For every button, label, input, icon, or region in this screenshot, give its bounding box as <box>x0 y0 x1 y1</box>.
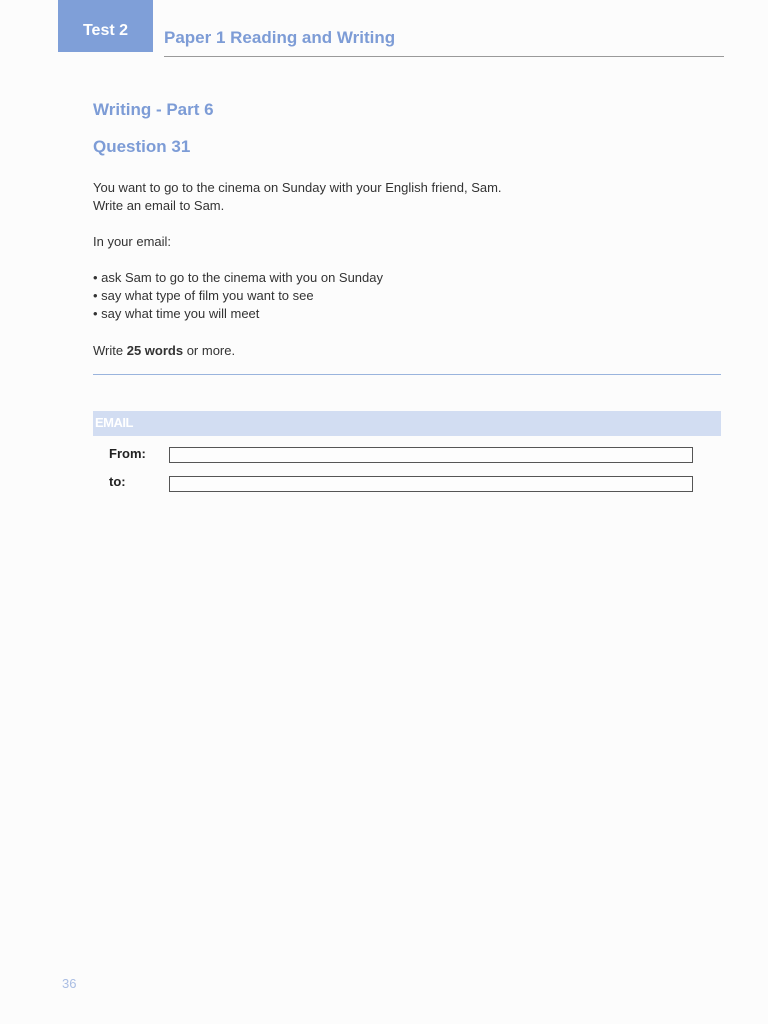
word-count-prefix: Write <box>93 343 127 358</box>
section-title: Writing - Part 6 <box>93 100 214 119</box>
task-intro-line-1: You want to go to the cinema on Sunday with your English friend, Sam. <box>93 180 502 195</box>
page-number: 36 <box>62 976 77 991</box>
section-divider <box>93 374 721 375</box>
email-header-bar <box>93 411 721 436</box>
task-bullet-list <box>93 269 383 323</box>
test-tab <box>58 0 153 52</box>
question-title: Question 31 <box>93 137 191 156</box>
email-bar-label: EMAIL <box>95 415 133 430</box>
to-field[interactable] <box>169 476 693 492</box>
task-bullet-item: • say what type of film you want to see <box>93 287 383 305</box>
test-tab-label: Test 2 <box>82 22 129 39</box>
paper-title: Paper 1 Reading and Writing <box>164 28 396 47</box>
task-bullet-item: • ask Sam to go to the cinema with you on Sunday <box>93 269 383 287</box>
header-divider <box>164 56 724 57</box>
word-count-bold: 25 words <box>126 343 184 358</box>
task-bullet-item: • say what time you will meet <box>93 305 383 323</box>
word-count-instruction <box>93 342 235 360</box>
word-count-suffix: or more. <box>183 343 236 358</box>
from-field[interactable] <box>169 447 693 463</box>
task-intro-line-2: Write an email to Sam. <box>93 198 225 213</box>
from-label: From: <box>109 446 146 461</box>
task-intro <box>93 179 502 215</box>
to-label: to: <box>109 474 126 489</box>
email-prompt: In your email: <box>93 234 172 249</box>
